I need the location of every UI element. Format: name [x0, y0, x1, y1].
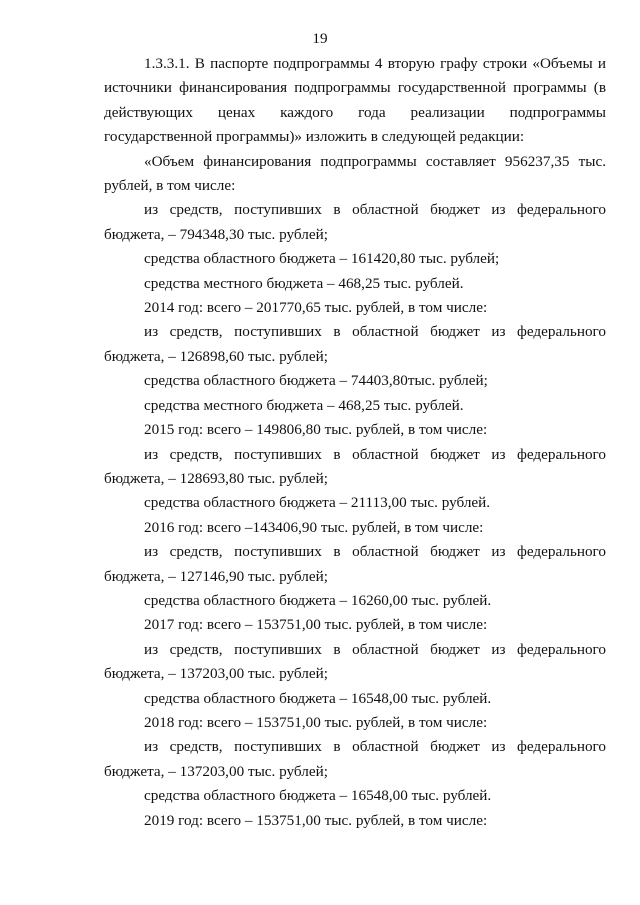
paragraph-2016-total: 2016 год: всего –143406,90 тыс. рублей, в том числе: [144, 518, 484, 536]
paragraph-2017-total: 2017 год: всего – 153751,00 тыс. рублей, в том числе: [144, 616, 488, 634]
paragraph-2016-regional: средства областного бюджета – 16260,00 тыс. рублей. [144, 591, 492, 609]
paragraph-total-regional: средства областного бюджета – 161420,80 тыс. рублей; [144, 250, 500, 268]
paragraph-2018-regional: средства областного бюджета – 16548,00 тыс. рублей. [144, 787, 492, 805]
paragraph-2018-federal: из средств, поступивших в областной бюджет из федерального бюджета, – 137203,00 тыс. рублей; [104, 738, 606, 780]
paragraph-2014-total: 2014 год: всего – 201770,65 тыс. рублей, в том числе: [144, 299, 488, 317]
paragraph-total-financing: «Объем финансирования подпрограммы составляет 956237,35 тыс. рублей, в том числе: [104, 152, 606, 195]
paragraph-total-federal: из средств, поступивших в областной бюджет из федерального бюджета, – 794348,30 тыс. рублей; [104, 201, 606, 243]
paragraph-2018-total: 2018 год: всего – 153751,00 тыс. рублей, в том числе: [144, 713, 488, 731]
page-number: 19 [312, 30, 328, 47]
paragraph-2016-federal: из средств, поступивших в областной бюджет из федерального бюджета, – 127146,90 тыс. рублей; [104, 543, 606, 585]
document-body [104, 52, 606, 833]
paragraph-2017-federal: из средств, поступивших в областной бюджет из федерального бюджета, – 137203,00 тыс. рублей; [104, 640, 606, 683]
paragraph-2019-total: 2019 год: всего – 153751,00 тыс. рублей, в том числе: [144, 811, 488, 829]
paragraph-2017-regional: средства областного бюджета – 16548,00 тыс. рублей. [144, 689, 492, 707]
paragraph-total-local: средства местного бюджета – 468,25 тыс. рублей. [144, 274, 464, 292]
paragraph-2015-federal: из средств, поступивших в областной бюджет из федерального бюджета, – 128693,80 тыс. рублей; [104, 445, 606, 487]
paragraph-2014-regional: средства областного бюджета – 74403,80тыс. рублей; [144, 372, 488, 390]
paragraph-2015-regional: средства областного бюджета – 21113,00 тыс. рублей. [144, 494, 491, 512]
paragraph-2014-federal: из средств, поступивших в областной бюджет из федерального бюджета, – 126898,60 тыс. рублей; [104, 323, 606, 365]
paragraph-amendment-intro: 1.3.3.1. В паспорте подпрограммы 4 вторую графу строки «Объемы и источники финансирования подпрограммы государственной программы (в действующих ценах каждого года реализации подпрограммы государственной программы)» изложить в следующей редакции: [104, 55, 606, 146]
paragraph-2015-total: 2015 год: всего – 149806,80 тыс. рублей, в том числе: [144, 421, 488, 439]
paragraph-2014-local: средства местного бюджета – 468,25 тыс. рублей. [144, 396, 464, 414]
